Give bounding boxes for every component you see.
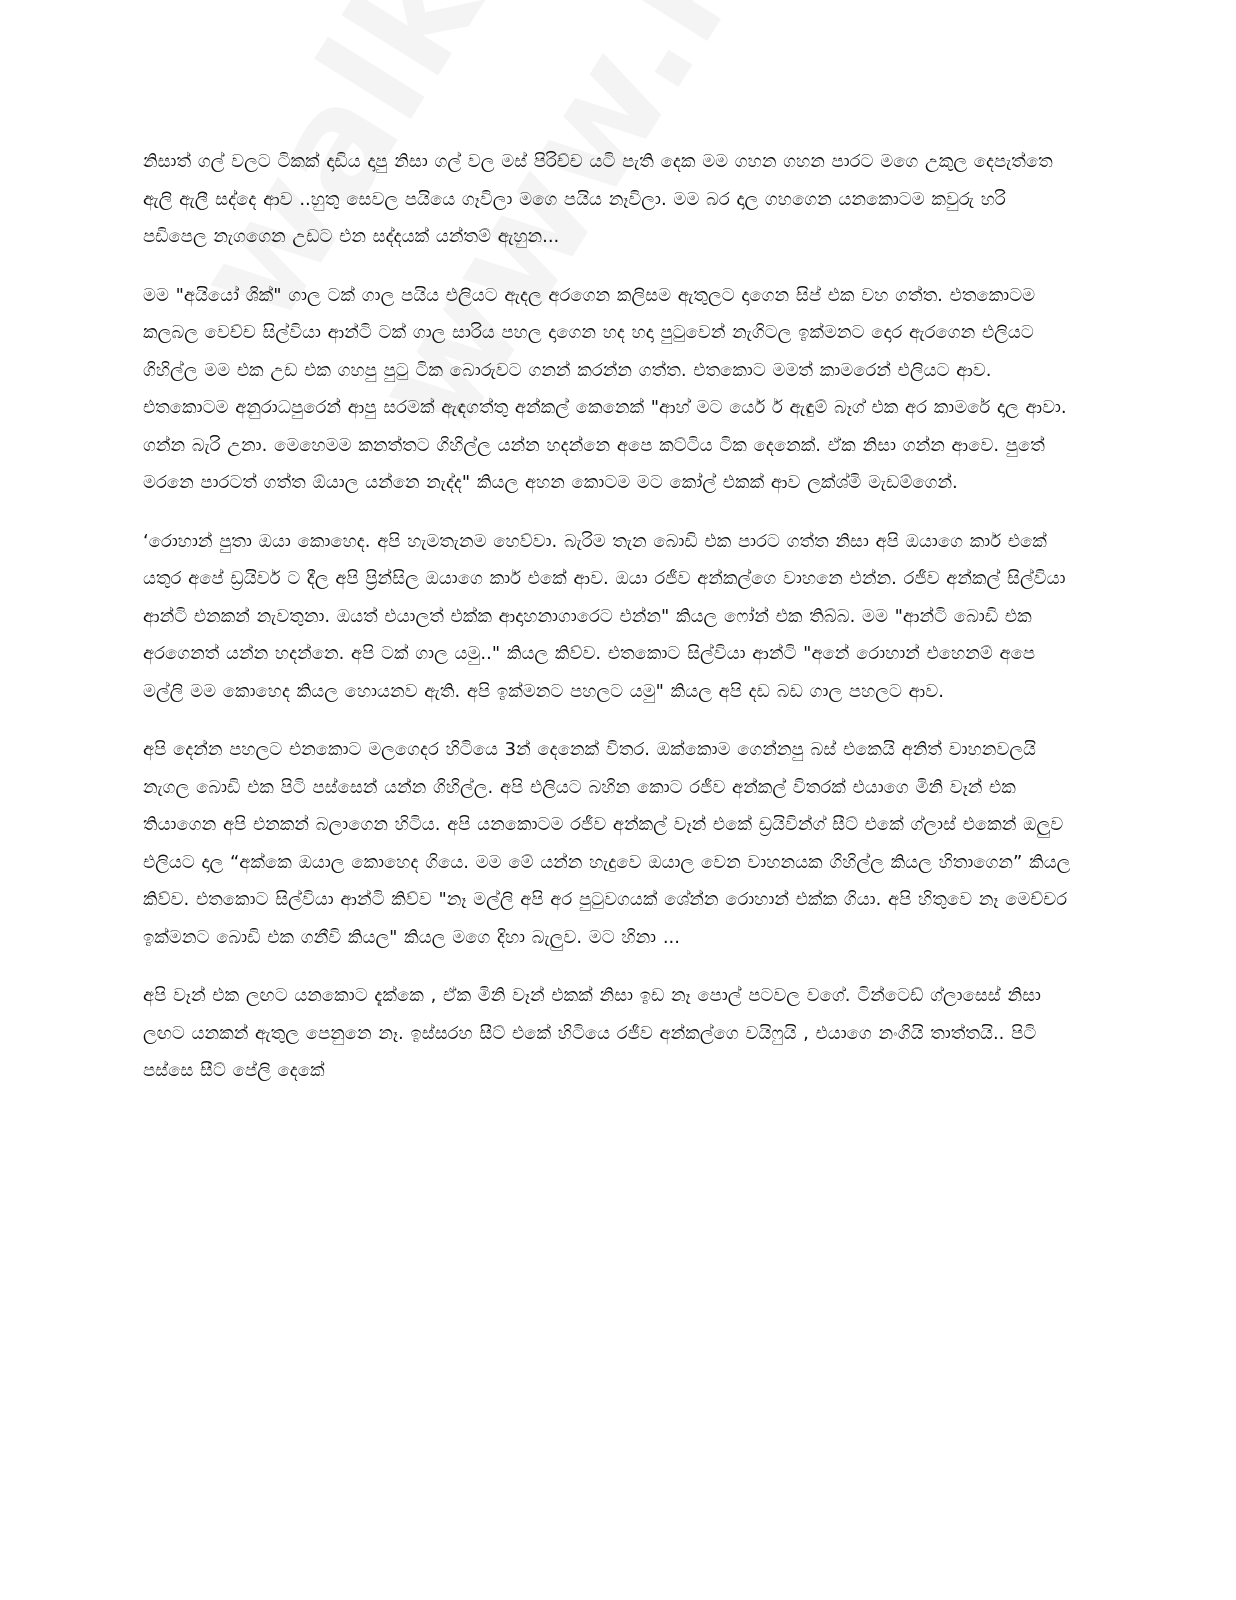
paragraph: ‘රොහාන් පුතා ඔයා කොහෙද. අපි හැමතැනම හෙව්වා. බැරිම තැන බොඩි එක පාරට ගත්ත නිසා අපි ඔයාගෙ කාර් එකේ යතුර අපේ ඩ්‍රයිවර් ට දීල අපි ප්‍රින්සිල ඔයාගෙ කාර් එකේ ආව. ඔයා රජීව අන්කල්ගෙ වාහනෙ එන්න. රජීව අන්කල් සිල්වියා ආන්ටි එනකන් නැවතුනා. ඔයත් එයාලත් එක්ක ආදාහනාගාරෙට එන්න" කියල ෆෝන් එක තිබ්බ. මම "ආන්ටි බොඩි එක අරගෙනත් යන්න හදන්නෙ. අපි ටක් ගාල යමු.." කියල කිව්ව. එතකොට සිල්වියා ආන්ටි "අනේ රොහාන් එහෙනම් අපෙ මල්ලි මම කොහෙද කියල හොයනව ඇති. අපි ඉක්මනට පහලට යමු" කියල අපි දඩ බඩ ගාල පහලට ආව.: [143, 530, 1066, 702]
paragraph: නිසාත් ගල් වලට ටිකක් දාඩිය දාපු නිසා ගල් වල මස් පිරිච්ච යටි පැති දෙක මම ගහන ගහන පාරට මගෙ උකුල දෙපැත්තෙ ඇලි ඇලී සද්දෙ ආව ..හුතු සෙවල පයියෙ ගෑවිලා මගෙ පයිය නෑවිලා. මම බර දාල ගහගෙන යනකොටම කවුරු හරි පඩිපෙල නැගගෙන උඩට එන සද්දයක් යන්තම් ඇහුන...: [143, 151, 1053, 247]
paragraph: අපි දෙන්න පහලට එනකොට මලගෙදර හිටියෙ 3න් දෙනෙක් විතර. ඔක්කොම ගෙන්නපු බස් එකෙයි අනිත් වාහනවලයි නැගල බොඩි එක පිටි පස්සෙන් යන්න ගිහිල්ල. අපි එලියට බහින කොට රජීව අන්කල් විතරක් එයාගෙ මිනි වෑන් එක තියාගෙන අපි එනකන් බලාගෙන හිටිය. අපි යනකොටම රජීව අන්කල් වෑන් එකේ ඩ්‍රයිවින්ග් සීට් එකේ ග්ලාස් එකෙන් ඔලුව එලියට දාල “අක්කෙ ඔයාල කොහෙද ගියෙ. මම මේ යන්න හැදුවෙ ඔයාල වෙන වාහනයක ගිහිල්ල කියල හිතාගෙන” කියල කිව්ව. එතකොට සිල්වියා ආන්ටි කිව්ව "නෑ මල්ලි අපි අර පුටුවගයක් ශේන්න රොහාන් එක්ක ගියා. අපි හිතුවෙ නෑ මෙච්චර ඉක්මනට බොඩි එක ගනීවි කියල" කියල මගෙ දිහා බැලුව. මට හිනා ...: [143, 739, 1071, 948]
paragraph: මම "අයියෝ ශික්" ගාල ටක් ගාල පයිය එලියට ඇදල අරගෙන කලිසම ඇතුලට දාගෙන සිප් එක වහ ගත්ත. එතකොටම කලබල වෙච්ච සිල්වියා ආන්ටි ටක් ගාල සාරිය පහල දාගෙන හද හදා පුටුවෙන් නැගිටල ඉක්මනට දොර ඇරගෙන එලියට ගිහිල්ල මම එක උඩ එක ගහපු පුටු ටික බොරුවට ගනන් කරන්න ගත්ත. එතකොට මමත් කාමරෙන් එලියට ආව. එතකොටම අනුරාධපුරෙන් ආපු සරමක් ඇඳගත්තු අන්කල් කෙනෙක් "ආහ් මට ර්යෙ ර් ඇඳුම් බෑග් එක අර කාමරේ දාල ආවා. ගන්න බැරි උනා. මෙහෙමම කනත්තට ගිහිල්ල යන්න හදන්නෙ අපෙ කට්ටිය ටික දෙනෙක්. ඒක නිසා ගන්න ආවෙ. පුතේ මරනෙ පාරටත් ගත්ත ඕයාල යන්නෙ නැද්ද" කියල අහන කොටම මට කෝල් එකක් ආව ලක්ශ්මි මැඩම්ගෙන්.: [143, 284, 1067, 493]
paragraph: අපි වෑන් එක ලඟට යනකොට දැක්කෙ , ඒක මිනි වෑන් එකක් නිසා ඉඩ නෑ පොල් පටවල වගේ. ටින්ටෙඩ් ග්ලාසෙස් නිසා ලඟට යනකන් ඇතුල පෙනුනෙ නෑ. ඉස්සරහ සීට් එකේ හිටියෙ රජීව අන්කල්ගෙ වයිෆුයි , එයාගෙ නංගියි තාත්තයි.. පිටි පස්සෙ සීට් පේලි දෙකේ: [143, 985, 1041, 1081]
document-body: [143, 143, 1073, 1111]
